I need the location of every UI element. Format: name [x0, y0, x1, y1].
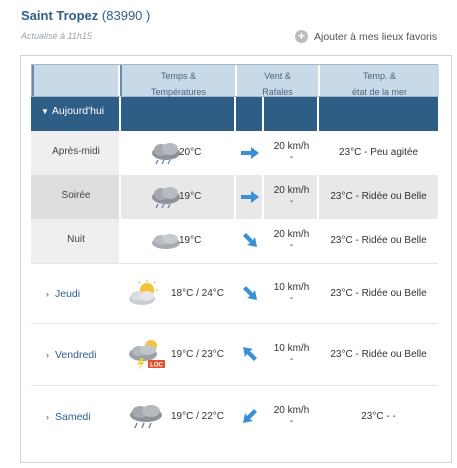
header-wind-line2: Rafales — [262, 87, 293, 97]
day-arrow-cell — [236, 264, 264, 323]
local-badge: LOC — [150, 362, 163, 369]
wind-gust: - — [289, 152, 294, 163]
header-blank-cell — [34, 65, 120, 96]
day-row[interactable] — [31, 323, 438, 385]
chevron-right-icon: › — [46, 350, 49, 360]
sea-state: 23°C - Ridée ou Belle — [330, 191, 427, 202]
day-row[interactable] — [31, 385, 438, 445]
day-name-cell[interactable] — [31, 264, 121, 323]
period-temp: 19°C — [179, 191, 202, 202]
wind-gust: - — [289, 196, 294, 207]
day-sea-cell — [319, 324, 438, 385]
period-wind-cell — [264, 219, 319, 263]
period-arrow-cell — [236, 175, 264, 219]
forecast-panel — [20, 55, 452, 463]
sea-state: 23°C - Ridée ou Belle — [330, 349, 427, 360]
today-label: Aujourd'hui — [51, 105, 105, 117]
day-wind-cell — [264, 324, 319, 385]
today-cell-weather — [121, 97, 236, 131]
wind-speed: 20 km/h — [273, 141, 310, 152]
day-wind-cell — [264, 386, 319, 445]
day-temp: 18°C / 24°C — [171, 288, 225, 299]
period-name: Après-midi — [52, 146, 100, 157]
period-weather-cell — [121, 131, 236, 175]
today-row[interactable] — [31, 97, 438, 131]
day-name: Samedi — [55, 411, 91, 423]
city-name: Saint Tropez — [21, 8, 99, 23]
period-temp: 19°C — [179, 235, 202, 246]
header-weather-line2: Températures — [150, 87, 207, 97]
cloud-rain-icon — [149, 141, 183, 165]
table-header — [31, 64, 438, 97]
period-name-cell — [31, 131, 121, 175]
day-weather-cell — [121, 386, 236, 445]
period-row — [31, 219, 438, 263]
header-sea-line2: état de la mer — [351, 87, 408, 97]
today-cell-sea — [319, 97, 438, 131]
cloud-icon — [149, 231, 183, 251]
period-name: Nuit — [67, 234, 85, 245]
sea-state: 23°C - Ridée ou Belle — [330, 288, 427, 299]
updated-time: Actualisé à 11h15 — [21, 31, 92, 41]
arrow-south-east-icon — [241, 284, 259, 302]
header-sea-line1: Temp. & — [362, 71, 396, 81]
cloud-rain-icon — [127, 402, 165, 430]
day-weather-cell — [121, 264, 236, 323]
period-wind-cell — [264, 131, 319, 175]
wind-gust: - — [289, 416, 294, 427]
cloud-rain-icon — [149, 185, 183, 209]
period-arrow-cell — [236, 219, 264, 263]
header-weather — [122, 65, 237, 96]
chevron-down-icon: ▼ — [41, 107, 49, 116]
wind-gust: - — [289, 240, 294, 251]
arrow-north-west-icon — [241, 345, 259, 363]
wind-gust: - — [289, 293, 294, 304]
period-temp: 20°C — [179, 147, 202, 158]
today-cell-arrow — [236, 97, 264, 131]
period-weather-cell — [121, 175, 236, 219]
period-name: Soirée — [61, 190, 91, 201]
period-wind-cell — [264, 175, 319, 219]
day-name: Vendredi — [55, 349, 97, 361]
arrow-east-icon — [240, 189, 260, 205]
period-sea-cell — [319, 219, 438, 263]
period-row — [31, 175, 438, 219]
chevron-right-icon: › — [46, 412, 49, 422]
today-cell-wind — [264, 97, 319, 131]
period-name-cell — [31, 175, 121, 219]
header-wind-line1: Vent & — [264, 71, 291, 81]
wind-speed: 20 km/h — [273, 185, 310, 196]
wind-speed: 10 km/h — [273, 282, 310, 293]
day-temp: 19°C / 23°C — [171, 349, 225, 360]
day-row[interactable] — [31, 263, 438, 323]
header-weather-line1: Temps & — [160, 71, 196, 81]
wind-speed: 10 km/h — [273, 343, 310, 354]
period-sea-cell — [319, 175, 438, 219]
arrow-south-east-icon — [241, 231, 259, 249]
period-arrow-cell — [236, 131, 264, 175]
add-favorite-button[interactable] — [295, 30, 437, 43]
day-sea-cell — [319, 386, 438, 445]
plus-icon: + — [295, 30, 308, 43]
today-label-cell[interactable] — [31, 97, 121, 131]
wind-speed: 20 km/h — [273, 229, 310, 240]
sun-cloud-icon — [127, 280, 163, 308]
sea-state: 23°C - Peu agitée — [338, 147, 419, 158]
period-row — [31, 131, 438, 175]
wind-gust: - — [289, 354, 294, 365]
arrow-south-west-icon — [241, 407, 259, 425]
day-name-cell[interactable] — [31, 324, 121, 385]
day-wind-cell — [264, 264, 319, 323]
arrow-east-icon — [240, 145, 260, 161]
add-favorite-label: Ajouter à mes lieux favoris — [314, 30, 438, 43]
period-name-cell — [31, 219, 121, 263]
storm-local-icon — [127, 338, 167, 370]
city-postcode: (83990 ) — [101, 8, 151, 23]
header-sea — [320, 65, 439, 96]
day-weather-cell — [121, 324, 236, 385]
period-sea-cell — [319, 131, 438, 175]
day-temp: 19°C / 22°C — [171, 411, 225, 422]
city-title — [21, 8, 150, 23]
day-sea-cell — [319, 264, 438, 323]
header-wind — [237, 65, 320, 96]
sea-state: 23°C - - — [361, 411, 396, 422]
day-name: Jeudi — [55, 288, 81, 300]
sea-state: 23°C - Ridée ou Belle — [330, 235, 427, 246]
chevron-right-icon: › — [46, 289, 49, 299]
day-arrow-cell — [236, 324, 264, 385]
period-weather-cell — [121, 219, 236, 263]
day-name-cell[interactable] — [31, 386, 121, 445]
wind-speed: 20 km/h — [273, 405, 310, 416]
day-arrow-cell — [236, 386, 264, 445]
